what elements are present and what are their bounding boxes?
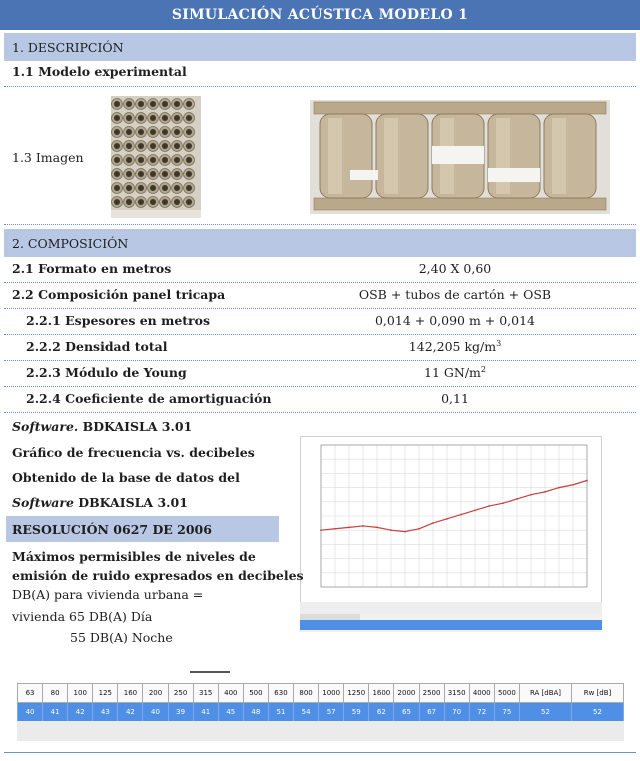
header-cell: 200 <box>143 684 168 703</box>
section-composicion: 2. COMPOSICIÓN <box>4 229 636 257</box>
divider <box>4 386 636 387</box>
header-cell: 800 <box>294 684 319 703</box>
software-name-2: DBKAISLA 3.01 <box>73 495 188 510</box>
row-value-young <box>330 365 580 380</box>
divider <box>4 224 636 225</box>
table-empty-area <box>17 721 624 741</box>
header-cell: 125 <box>93 684 118 703</box>
row-label-amortiguacion: 2.2.4 Coeficiente de amortiguación <box>26 391 272 406</box>
value-cell: 59 <box>344 703 369 722</box>
data-point <box>334 528 336 530</box>
value-cell: 41 <box>43 703 68 722</box>
imagen-label: 1.3 Imagen <box>12 150 84 165</box>
value-cell: 42 <box>118 703 143 722</box>
software-italic: Software. <box>12 419 79 434</box>
resolucion-line-1: Máximos permisibles de niveles de <box>12 549 256 564</box>
divider <box>4 282 636 283</box>
data-point <box>432 522 434 524</box>
young-text: 11 GN/m <box>424 365 481 381</box>
data-point <box>320 529 322 531</box>
row-label-formato: 2.1 Formato en metros <box>12 261 172 276</box>
resolucion-line-3: DB(A) para vivienda urbana = <box>12 587 204 602</box>
row-label-espesores: 2.2.1 Espesores en metros <box>26 313 211 328</box>
data-point <box>530 494 532 496</box>
resolucion-title: RESOLUCIÓN 0627 DE 2006 <box>6 516 279 542</box>
software-name: BDKAISLA 3.01 <box>78 419 193 434</box>
value-cell-rw: 52 <box>572 703 624 722</box>
header-cell-ra: RA [dBA] <box>520 684 572 703</box>
data-point <box>376 526 378 528</box>
data-point <box>418 528 420 530</box>
row-label-young: 2.2.3 Módulo de Young <box>26 365 187 380</box>
bottom-divider <box>4 752 636 753</box>
young-exponent: 2 <box>480 365 486 374</box>
tube-wall-photo <box>111 96 201 218</box>
series-line <box>321 481 587 532</box>
header-cell: 80 <box>43 684 68 703</box>
value-cell: 72 <box>469 703 494 722</box>
row-value-amortiguacion: 0,11 <box>441 391 469 406</box>
header-cell: 4000 <box>469 684 494 703</box>
header-cell: 3150 <box>444 684 469 703</box>
data-point <box>348 526 350 528</box>
frequency-table <box>17 683 624 722</box>
data-point <box>586 480 588 482</box>
software-italic-2: Software <box>12 495 74 510</box>
value-cell: 45 <box>218 703 243 722</box>
resolucion-line-4: vivienda 65 DB(A) Día <box>12 609 153 624</box>
header-cell: 63 <box>18 684 43 703</box>
header-cell: 250 <box>168 684 193 703</box>
divider <box>4 86 636 87</box>
section-descripcion: 1. DESCRIPCIÓN <box>4 33 636 61</box>
header-cell-rw: Rw [dB] <box>572 684 624 703</box>
header-cell: 315 <box>193 684 218 703</box>
chart-grid <box>321 445 587 587</box>
value-cell: 70 <box>444 703 469 722</box>
divider <box>4 412 636 413</box>
value-cell: 62 <box>369 703 394 722</box>
chart-toolbar <box>300 602 602 614</box>
densidad-exponent: 3 <box>496 339 502 348</box>
value-cell: 43 <box>93 703 118 722</box>
table-values-row <box>18 703 624 722</box>
data-point <box>474 509 476 511</box>
value-cell: 54 <box>294 703 319 722</box>
value-cell: 57 <box>319 703 344 722</box>
frequency-chart-svg <box>301 437 601 603</box>
header-cell: 2500 <box>419 684 444 703</box>
densidad-text: 142,205 kg/m <box>408 339 497 355</box>
data-point <box>572 484 574 486</box>
row-label-densidad: 2.2.2 Densidad total <box>26 339 168 354</box>
resolucion-line-2: emisión de ruido expresados en decibeles <box>12 568 304 583</box>
header-cell: 400 <box>218 684 243 703</box>
row-value-formato: 2,40 X 0,60 <box>418 261 492 276</box>
header-cell: 500 <box>243 684 268 703</box>
row-value-densidad <box>330 339 580 354</box>
header-cell: 630 <box>268 684 293 703</box>
data-point <box>404 531 406 533</box>
divider <box>4 308 636 309</box>
divider <box>4 360 636 361</box>
resolucion-line-5: 55 DB(A) Noche <box>70 630 173 645</box>
software-line-4 <box>12 495 188 510</box>
header-cell: 1000 <box>319 684 344 703</box>
data-point <box>502 502 504 504</box>
value-cell: 41 <box>193 703 218 722</box>
software-line-1 <box>12 419 192 434</box>
data-point <box>362 525 364 527</box>
data-point <box>558 487 560 489</box>
value-cell: 39 <box>168 703 193 722</box>
software-line-3: Obtenido de la base de datos del <box>12 470 240 485</box>
value-cell: 40 <box>18 703 43 722</box>
row-value-composicion-panel: OSB + tubos de cartón + OSB <box>358 287 552 302</box>
value-cell: 48 <box>243 703 268 722</box>
chart-status-bar <box>300 614 602 632</box>
data-point <box>516 498 518 500</box>
software-line-2: Gráfico de frecuencia vs. decibeles <box>12 445 255 460</box>
header-cell: 100 <box>68 684 93 703</box>
table-tab-indicator <box>190 671 230 673</box>
data-point <box>488 505 490 507</box>
data-point <box>544 491 546 493</box>
row-label-composicion-panel: 2.2 Composición panel tricapa <box>12 287 226 302</box>
divider <box>4 334 636 335</box>
value-cell: 67 <box>419 703 444 722</box>
value-cell: 40 <box>143 703 168 722</box>
value-cell: 42 <box>68 703 93 722</box>
table-header-row <box>18 684 624 703</box>
data-point <box>460 514 462 516</box>
value-cell: 75 <box>494 703 519 722</box>
modelo-experimental-label: 1.1 Modelo experimental <box>12 64 187 79</box>
page-title: SIMULACIÓN ACÚSTICA MODELO 1 <box>0 0 640 30</box>
panel-section-photo <box>310 100 610 214</box>
header-cell: 1250 <box>344 684 369 703</box>
value-cell: 51 <box>268 703 293 722</box>
row-value-espesores: 0,014 + 0,090 m + 0,014 <box>374 313 536 328</box>
header-cell: 160 <box>118 684 143 703</box>
header-cell: 2000 <box>394 684 419 703</box>
header-cell: 1600 <box>369 684 394 703</box>
data-point <box>390 529 392 531</box>
value-cell-ra: 52 <box>520 703 572 722</box>
value-cell: 65 <box>394 703 419 722</box>
header-cell: 5000 <box>494 684 519 703</box>
data-point <box>446 518 448 520</box>
